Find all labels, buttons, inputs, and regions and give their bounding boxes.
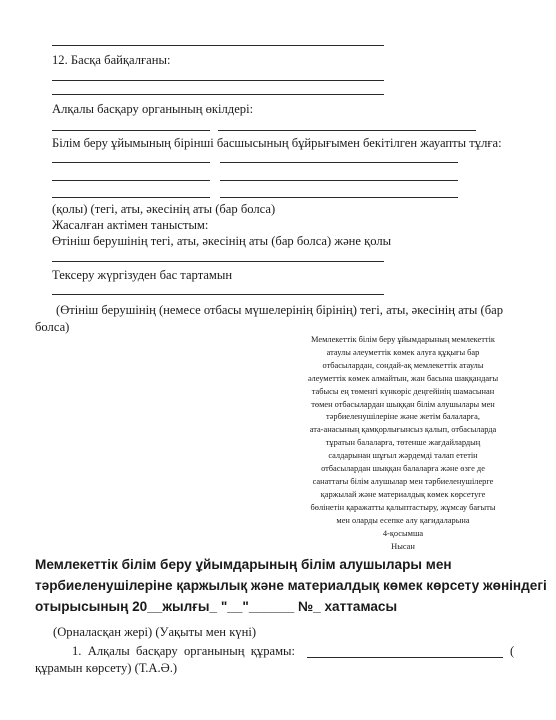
annex-note-line: тәрбиеленушілеріне және жетім балаларға, — [326, 412, 480, 422]
blank-line — [220, 197, 458, 198]
signature-caption: (қолы) (тегі, аты, әкесінің аты (бар болса) — [52, 202, 276, 216]
refusal-label: Тексеру жүргізуден бас тартамын — [52, 268, 233, 282]
blank-line — [218, 130, 476, 131]
annex-note-line: тұратын балаларға, төтенше жағдайлардың — [325, 438, 481, 448]
protocol-title-line: тәрбиеленушілеріне қаржылық және материалдық көмек көрсету жөніндегі — [35, 578, 547, 593]
annex-note-line: төмен отбасылардан шыққан білім алушылары мен — [311, 399, 495, 409]
annex-note-line: Мемлекеттік білім беру ұйымдарының мемлекеттік — [311, 335, 495, 344]
protocol-title-line: Мемлекеттік білім беру ұйымдарының білім алушылары мен — [35, 557, 452, 572]
annex-note — [302, 334, 504, 553]
blank-line — [52, 45, 384, 46]
protocol-title — [35, 554, 547, 617]
blank-line — [52, 162, 210, 163]
annex-note-line: бөлінетін қаражатты қалыптастыру, жұмсау бағыты — [310, 502, 496, 512]
blank-line — [52, 261, 384, 262]
refusal-caption-line-1: (Өтініш берушінің (немесе отбасы мүшелерінің бірінің) тегі, аты, әкесінің аты (бар — [56, 303, 503, 317]
place-time-caption: (Орналасқан жері) (Уақыты мен күні) — [53, 625, 257, 639]
blank-line — [52, 80, 384, 81]
form-label: Нысан — [391, 541, 415, 551]
act-familiar-label: Жасалған актімен таныстым: — [52, 218, 209, 232]
annex-note-line: мен оларды есепке алу қағидаларына — [336, 515, 470, 525]
composition-continuation: құрамын көрсету) (Т.А.Ә.) — [35, 661, 178, 675]
collegial-body-label: Алқалы басқару органының өкілдері: — [52, 102, 254, 116]
responsible-person-label: Білім беру ұйымының бірінші басшысының бұйрығымен бекітілген жауапты тұлға: — [52, 136, 502, 150]
annex-note-line: отбасылардан, сондай-ақ мемлекеттік атаулы — [322, 360, 484, 370]
blank-line — [52, 180, 210, 181]
annex-note-line: салдарынан шұғыл жәрдемді талап ететін — [328, 451, 478, 461]
annex-number: 4-қосымша — [382, 528, 424, 538]
composition-label: 1. Алқалы басқару органының құрамы: — [72, 644, 296, 658]
protocol-title-line: отырысының 20__жылғы_ "__"______ №_ хаттамасы — [35, 599, 398, 614]
annex-note-line: ата-анасының қамқорлығынсыз қалып, отбасыларда — [309, 425, 497, 435]
refusal-caption-line-2: болса) — [35, 320, 70, 334]
item-12-label: 12. Басқа байқалғаны: — [52, 53, 171, 67]
blank-line — [220, 162, 458, 163]
annex-note-line: атаулы әлеуметтік көмек алуға құқығы бар — [326, 347, 480, 357]
annex-note-line: әлеуметтік көмек алмайтын, жан басына шаққандағы — [307, 373, 499, 383]
blank-line — [307, 657, 503, 658]
applicant-caption: Өтініш берушінің тегі, аты, әкесінің аты (бар болса) және қолы — [52, 234, 392, 248]
blank-line — [52, 130, 210, 131]
blank-line — [52, 294, 384, 295]
blank-line — [52, 94, 384, 95]
blank-line — [52, 197, 210, 198]
annex-note-line: отбасылардан шыққан балаларға және өзге де — [321, 464, 485, 474]
composition-open-paren: ( — [510, 644, 515, 658]
annex-note-line: табысы ең төменгі күнкөріс деңгейінің шамасынан — [311, 386, 495, 396]
blank-line — [220, 180, 458, 181]
annex-note-line: қаржылай және материалдық көмек көрсетуге — [320, 489, 486, 499]
annex-note-line: санаттағы білім алушылар мен тәрбиеленушілерге — [312, 476, 494, 486]
